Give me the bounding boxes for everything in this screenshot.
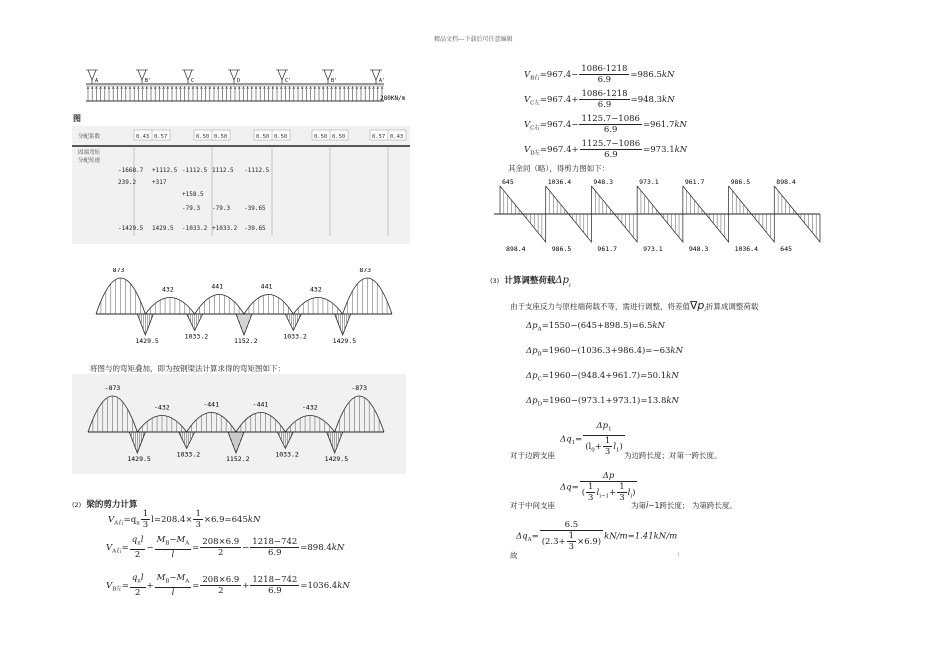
factor-3: 0.50 xyxy=(214,134,228,140)
semicolon: ; xyxy=(678,551,680,557)
m2-top-3: -441 xyxy=(252,400,269,409)
m1-bottom-2: 1152.2 xyxy=(234,337,258,345)
table-cell: 1112.5 xyxy=(212,167,234,174)
shear-eq-3: $V_{B左}=$ $\frac{q_nl}{2}$ + $\frac{M_B-M_A}{l}$ = $\frac{208\times 6.9}{2}$ + $\frac{1218-742}{6.9}$ =1036.4kN xyxy=(106,573,350,598)
edge-support-text-2: 为边跨长度；对第一跨长度。 xyxy=(624,451,722,460)
m1-top-3: 441 xyxy=(260,282,273,291)
table-cell: +317 xyxy=(152,179,167,186)
support-label-0: A xyxy=(95,78,99,84)
delta-p-d: $\Delta p_D=1960-(973.1+973.1)=13.8kN$ xyxy=(526,396,679,408)
m2-top-0: -873 xyxy=(104,384,121,392)
factor-6: 0.50 xyxy=(314,134,328,140)
m1-bottom-4: 1429.5 xyxy=(332,337,357,345)
moment-diagram-1 xyxy=(84,268,404,350)
m2-bottom-1: 1033.2 xyxy=(176,450,201,459)
table-cell: -1033.2 xyxy=(182,225,208,232)
shear-bottom-1: 986.5 xyxy=(551,245,572,253)
row-label-fixed: 固端弯矩 xyxy=(78,150,101,156)
figure-label: 图 xyxy=(73,114,81,123)
table-cell: +1033.2 xyxy=(212,225,238,232)
m1-top-1: 432 xyxy=(162,285,174,294)
m1-top-4: 432 xyxy=(310,285,322,294)
gu-text: 故 xyxy=(510,551,518,560)
factor-7: 0.50 xyxy=(332,134,346,140)
support-label-2: C xyxy=(191,78,195,84)
table-cell: -39.65 xyxy=(244,205,266,212)
m1-bottom-1: 1033.2 xyxy=(184,332,209,341)
m2-bottom-2: 1152.2 xyxy=(226,455,250,463)
delta-qa-eq: $\Delta q_A=$ 6.5 (2.3+ $\frac{1}{3}$ ×6.9) kN/m=1.41kN/m xyxy=(516,520,678,552)
support-label-3: D xyxy=(237,78,241,84)
shear-top-1: 1036.4 xyxy=(547,178,572,186)
table-cell: -1668.7 xyxy=(118,167,144,174)
section-2-heading: (2) 梁的剪力计算 xyxy=(72,500,138,510)
table-cell: -79.3 xyxy=(212,205,231,212)
m1-top-2: 441 xyxy=(211,282,224,291)
edge-support-text: 对于边跨支座 xyxy=(510,451,555,460)
shear-top-5: 986.5 xyxy=(730,178,751,186)
factor-9: 0.43 xyxy=(390,134,404,140)
factor-0: 0.43 xyxy=(136,134,150,140)
m2-top-4: -432 xyxy=(302,403,318,412)
shear-bottom-4: 948.3 xyxy=(688,245,709,253)
m1-top-5: 873 xyxy=(359,268,372,274)
right-eq-1: $V_{B右}=967.4-$ $\frac{1086-1218}{6.9}$ =986.5kN xyxy=(524,64,675,85)
support-label-1: B' xyxy=(145,78,152,84)
table-cell: -1112.5 xyxy=(182,167,208,174)
factor-1: 0.57 xyxy=(154,134,168,140)
shear-eq-2: $V_{A右}=$ $\frac{q_nl}{2}$ − $\frac{M_B-M_A}{l}$ = $\frac{208\times 6.9}{2}$ − $\frac{1218-742}{6.9}$ =898.4kN xyxy=(106,535,345,560)
shear-bottom-0: 898.4 xyxy=(506,245,526,253)
m2-top-2: -441 xyxy=(203,400,219,409)
shear-bottom-3: 973.1 xyxy=(643,245,663,253)
m2-bottom-4: 1429.5 xyxy=(324,455,349,463)
shear-top-4: 961.7 xyxy=(684,178,705,186)
shear-intro: 其余同（略），得剪力图如下： xyxy=(508,164,610,173)
right-eq-3: $V_{C右}=967.4-$ $\frac{1125.7-1086}{6.9}$ =961.7kN xyxy=(524,114,687,135)
mid-support-text-2: 为第i−1跨长度； 为第跨长度。 xyxy=(631,501,737,511)
m2-bottom-3: 1033.2 xyxy=(275,450,299,459)
support-label-6: A' xyxy=(379,78,386,84)
delta-p-a: $\Delta p_A=1550-(645+898.5)=6.5kN$ xyxy=(526,321,665,333)
factor-8: 0.57 xyxy=(372,134,386,140)
shear-top-0: 645 xyxy=(502,178,514,186)
shear-top-6: 898.4 xyxy=(776,178,796,186)
shear-eq-1: $V_{A右}=q_n$ $\frac{1}{3}$ l=208.4× $\frac{1}{3}$ ×6.9=645kN xyxy=(108,509,261,530)
delta-p-c: $\Delta p_C=1960-(948.4+961.7)=50.1kN$ xyxy=(526,371,679,383)
table-cell: +1112.5 xyxy=(152,167,178,174)
table-cell: 1429.5 xyxy=(152,225,174,232)
delta-q-eq: Δq= Δp ( $\frac{1}{3}$ $l_{i-1}+$ $\frac{1}{3}$ $l_i$) xyxy=(560,471,636,503)
beam-load-diagram xyxy=(84,64,412,106)
right-eq-4: $V_{D左}=967.4+$ $\frac{1125.7-1086}{6.9}$ =973.1kN xyxy=(524,139,688,160)
overlay-text: 将图与的弯矩叠加，即为按钢梁法计算求得的弯矩图如下： xyxy=(90,364,285,373)
load-label: 280KN/m xyxy=(380,95,406,102)
delta-q1-eq: $\Delta q_1=$ $\Delta p_1$ ($l_0+$ $\frac{1}{3}$ $l_1$) xyxy=(560,421,623,457)
row-label-factors: 分配系数 xyxy=(78,134,101,140)
factor-2: 0.50 xyxy=(196,134,210,140)
row-label-dist: 分配传递 xyxy=(78,158,101,164)
shear-bottom-2: 961.7 xyxy=(597,245,618,253)
shear-top-2: 948.3 xyxy=(593,178,614,186)
section-3-intro: 由于支座反力与原柱端荷载不等，需进行调整，将差值$\nabla p_i$折算成调整荷载 xyxy=(510,299,759,314)
m2-bottom-0: 1429.5 xyxy=(127,455,151,463)
m2-top-5: -873 xyxy=(351,384,367,392)
delta-p-b: $\Delta p_B=1960-(1036.3+986.4)=-63kN$ xyxy=(526,346,684,358)
shear-diagram xyxy=(490,175,826,253)
section-3-heading: (3) 计算调整荷载$\Delta p_i$ xyxy=(490,275,571,290)
table-cell: +158.5 xyxy=(182,191,204,198)
support-label-5: B' xyxy=(331,78,338,84)
table-cell: -79.3 xyxy=(182,205,201,212)
table-cell: -1429.5 xyxy=(118,225,144,232)
table-cell: -1112.5 xyxy=(244,167,270,174)
shear-bottom-5: 1036.4 xyxy=(734,245,759,253)
shear-bottom-6: 645 xyxy=(780,245,793,253)
shear-top-3: 973.1 xyxy=(639,178,659,186)
factor-4: 0.50 xyxy=(256,134,270,140)
right-eq-2: $V_{C左}=967.4+$ $\frac{1086-1218}{6.9}$ =948.3kN xyxy=(524,89,675,110)
factor-5: 0.50 xyxy=(274,134,288,140)
table-cell: -39.65 xyxy=(244,225,266,232)
mid-support-text: 对于中间支座 xyxy=(510,501,555,510)
m1-bottom-0: 1429.5 xyxy=(135,337,159,345)
table-cell: 239.2 xyxy=(118,179,137,186)
m2-top-1: -432 xyxy=(154,403,170,412)
m1-top-0: 873 xyxy=(112,268,125,274)
moment-diagram-2 xyxy=(72,374,406,474)
moment-diagram-2-panel xyxy=(72,374,406,474)
m1-bottom-3: 1033.2 xyxy=(283,332,307,341)
page-header: 精品文档---下载后可任意编辑 xyxy=(434,36,513,43)
support-label-4: C' xyxy=(285,78,292,84)
moment-distribution-table xyxy=(72,126,410,244)
